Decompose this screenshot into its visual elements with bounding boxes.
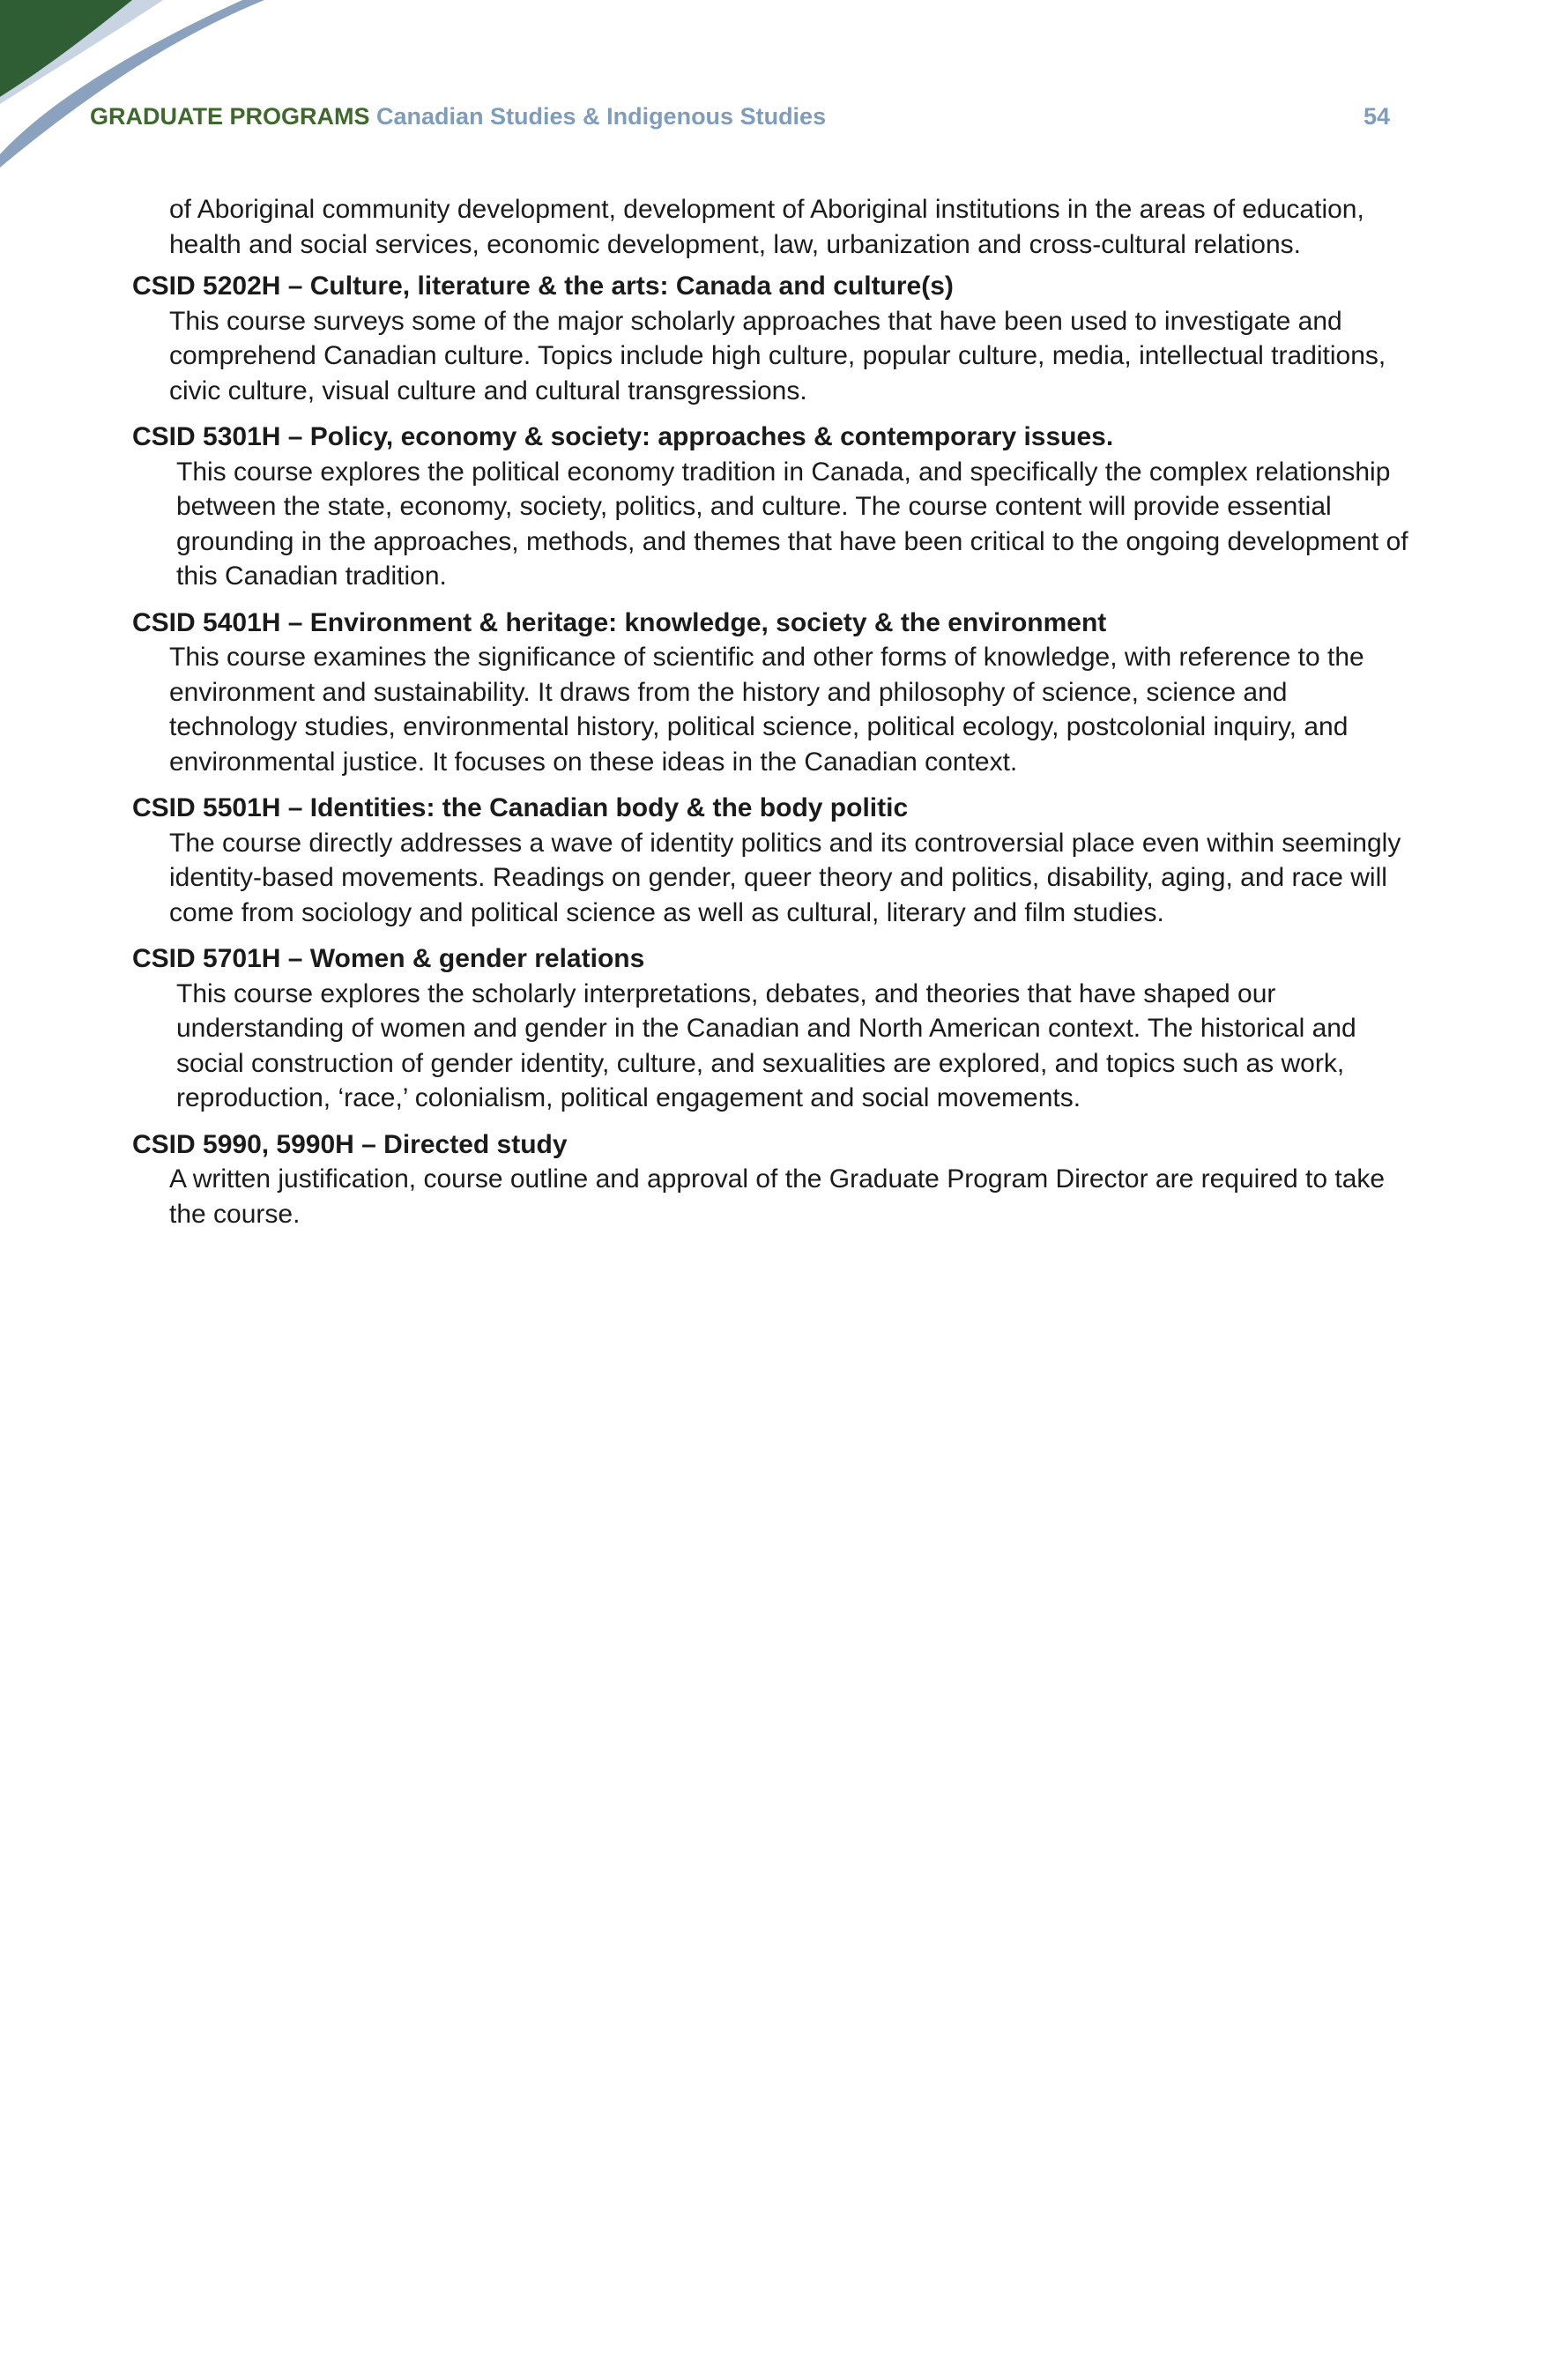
course-description: This course surveys some of the major scholarly approaches that have been used to investigate and comprehend Canadian culture. Topics include high culture, popular culture, media, intellectual traditions, civic culture, visual culture and cultural transgressions.: [169, 306, 1386, 405]
course-description: This course explores the political economy tradition in Canada, and specifically the complex relationship between the state, economy, society, politics, and culture. The course content will provide essential grounding in the approaches, methods, and themes that have been critical to the ongoing development of this Canadian tradition.: [176, 457, 1408, 591]
course-title: CSID 5401H – Environment & heritage: knowledge, society & the environment: [132, 607, 1107, 637]
course-entry: [132, 269, 1419, 408]
page-number: 54: [1363, 103, 1390, 130]
course-title: CSID 5990, 5990H – Directed study: [132, 1129, 568, 1159]
course-description: The course directly addresses a wave of identity politics and its controversial place even within seemingly identity-based movements. Readings on gender, queer theory and politics, disability, aging, and race will come from sociology and political science as well as cultural, literary and film studies.: [169, 828, 1401, 927]
header-program: GRADUATE PROGRAMS: [90, 103, 370, 130]
course-entry: [132, 1127, 1419, 1232]
course-list: [132, 192, 1419, 1243]
course-title: CSID 5301H – Policy, economy & society: approaches & contemporary issues.: [132, 422, 1114, 451]
header-section: Canadian Studies & Indigenous Studies: [376, 103, 827, 130]
course-entry: [132, 606, 1419, 780]
course-title: CSID 5501H – Identities: the Canadian body & the body politic: [132, 793, 909, 822]
continuation-paragraph: of Aboriginal community development, development of Aboriginal institutions in the areas of education, health and social services, economic development, law, urbanization and cross-cultural relations.: [169, 195, 1364, 259]
course-title: CSID 5202H – Culture, literature & the arts: Canada and culture(s): [132, 271, 954, 301]
corner-decoration: [0, 0, 264, 167]
course-description: This course explores the scholarly interpretations, debates, and theories that have shaped our understanding of women and gender in the Canadian and North American context. The historical and social construction of gender identity, culture, and sexualities are explored, and topics such as work, reproduction, ‘race,’ colonialism, political engagement and social movements.: [176, 978, 1356, 1112]
course-entry: [132, 791, 1419, 930]
running-header: [90, 99, 1390, 134]
course-title: CSID 5701H – Women & gender relations: [132, 944, 645, 973]
course-description: This course examines the significance of scientific and other forms of knowledge, with reference to the environment and sustainability. It draws from the history and philosophy of science, science and technology studies, environmental history, political science, political ecology, postcolonial inquiry, and environmental justice. It focuses on these ideas in the Canadian context.: [169, 643, 1364, 777]
course-description: A written justification, course outline and approval of the Graduate Program Director are required to take the course.: [169, 1164, 1386, 1229]
course-entry: [132, 941, 1419, 1116]
course-entry: [132, 420, 1419, 594]
